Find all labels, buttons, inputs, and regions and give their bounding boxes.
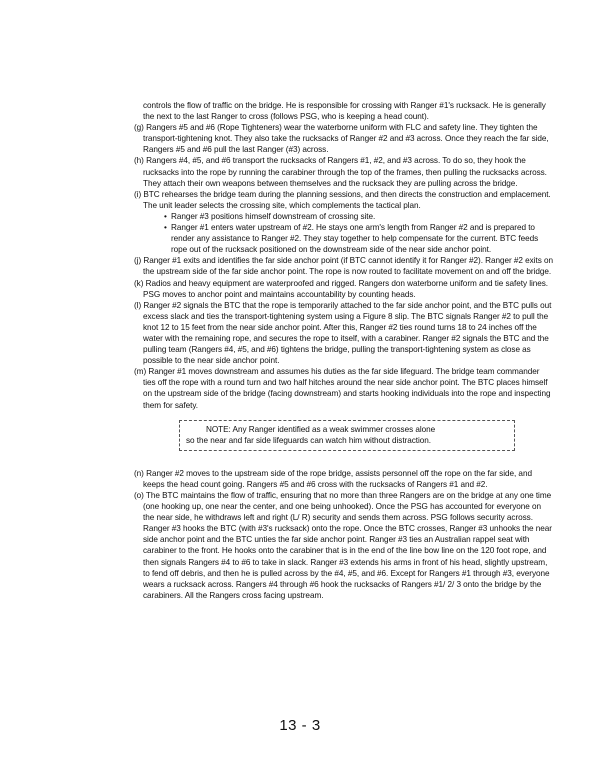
- note-box: [179, 420, 515, 451]
- bullet-list: [134, 211, 554, 255]
- page-number: 13 - 3: [279, 717, 321, 734]
- list-item-i: (i) BTC rehearses the bridge team during the planning sessions, and then directs the construction and emplacement. The unit leader selects the crossing site, which complements the tactical plan.: [134, 189, 551, 210]
- note-line: so the near and far side lifeguards can watch him without distraction.: [186, 435, 431, 445]
- list-item-l: (l) Ranger #2 signals the BTC that the rope is temporarily attached to the far side anchor point, and the BTC pulls out excess slack and ties the transport-tightening system using a Figure 8 slip. The BTC signals Ranger #2 to pull the knot 12 to 15 feet from the near side anchor point. After this, Ranger #2 ties round turns 18 to 24 inches off the water with the remaining rope, and secures the rope to itself, with a carabiner. Ranger #2 signals the BTC and the pulling team (Rangers #4, #5, and #6) tightens the bridge, pulling the transport-tightening system as close as possible to the near side anchor point.: [134, 300, 552, 366]
- list-item-k: (k) Radios and heavy equipment are waterproofed and rigged. Rangers don waterborne uniform and tie safety lines. PSG moves to anchor point and maintains accountability by counting heads.: [134, 278, 549, 299]
- lead-paragraph: controls the flow of traffic on the bridge. He is responsible for crossing with Ranger #1's rucksack. He is generally the next to the last Ranger to cross (follows PSG, who is keeping a head count).: [143, 101, 546, 122]
- list-item-j: (j) Ranger #1 exits and identifies the far side anchor point (if BTC cannot identify it for Ranger #2). Ranger #2 exits on the upstream side of the far side anchor point. The rope is now routed to facilitate movement on and off the bridge.: [134, 256, 553, 277]
- list-item-m: (m) Ranger #1 moves downstream and assumes his duties as the far side lifeguard. The bridge team commander ties off the rope with a round turn and two half hitches around the near side anchor point. The BTC places himself on the upstream side of the bridge (facing downstream) and starts hooking individuals into the rope and inspecting them for safety.: [134, 367, 551, 410]
- bullet-item: • Ranger #1 enters water upstream of #2. He stays one arm's length from Ranger #2 and is prepared to render any assistance to Ranger #2. They stay together to help compensate for the current. BTC feeds rope out of the rucksack positioned on the downstream side of the near side anchor point.: [164, 222, 554, 255]
- spacer: [134, 451, 554, 468]
- list-item-o: (o) The BTC maintains the flow of traffic, ensuring that no more than three Rangers are on the bridge at any one time (one hooking up, one near the center, and one being unhooked). Once the PSG has accounted for everyone on the near side, he withdraws left and right (L/ R) security and sends them across. PSG follows security across. Ranger #3 hooks the BTC (with #3's rucksack) onto the rope. Once the BTC crosses, Ranger #3 unhooks the near side anchor point and the BTC unties the far side anchor point. Ranger #3 ties an Australian rappel seat with carabiner to the front. He hooks onto the carabiner that is in the end of the line bow line on the 120 foot rope, and then signals Rangers #4 to #6 to take in slack. Ranger #3 extends his arms in front of his head, slightly upstream, to fend off debris, and then he is pulled across by the #4, #5, and #6. Except for Rangers #1 through #3, everyone wears a rucksack across. Rangers #4 through #6 hook the rucksacks of Rangers #1/ 2/ 3 onto the bridge by the carabiners. All the Rangers cross facing upstream.: [134, 491, 552, 600]
- body-text: [134, 100, 554, 601]
- bullet-item: • Ranger #3 positions himself downstream of crossing site.: [164, 211, 554, 222]
- list-item-g: (g) Rangers #5 and #6 (Rope Tighteners) wear the waterborne uniform with FLC and safety line. They tighten the transport-tightening knot. They also take the rucksacks of Ranger #2 and #3 across. Once they reach the far side, Rangers #5 and #6 pull the last Ranger (#3) across.: [134, 123, 549, 155]
- list-item-h: (h) Rangers #4, #5, and #6 transport the rucksacks of Rangers #1, #2, and #3 across. To do so, they hook the rucksacks into the rope by running the carabiner through the top of the frames, then pulling the rucksacks across. They attach their own weapons between themselves and the rucksack they are pulling across the bridge.: [134, 156, 547, 188]
- note-line: NOTE: Any Ranger identified as a weak swimmer crosses alone: [206, 424, 436, 434]
- list-item-n: (n) Ranger #2 moves to the upstream side of the rope bridge, assists personnel off the rope on the far side, and keeps the head count going. Rangers #5 and #6 cross with the rucksacks of Rangers #1 and #2.: [134, 468, 532, 489]
